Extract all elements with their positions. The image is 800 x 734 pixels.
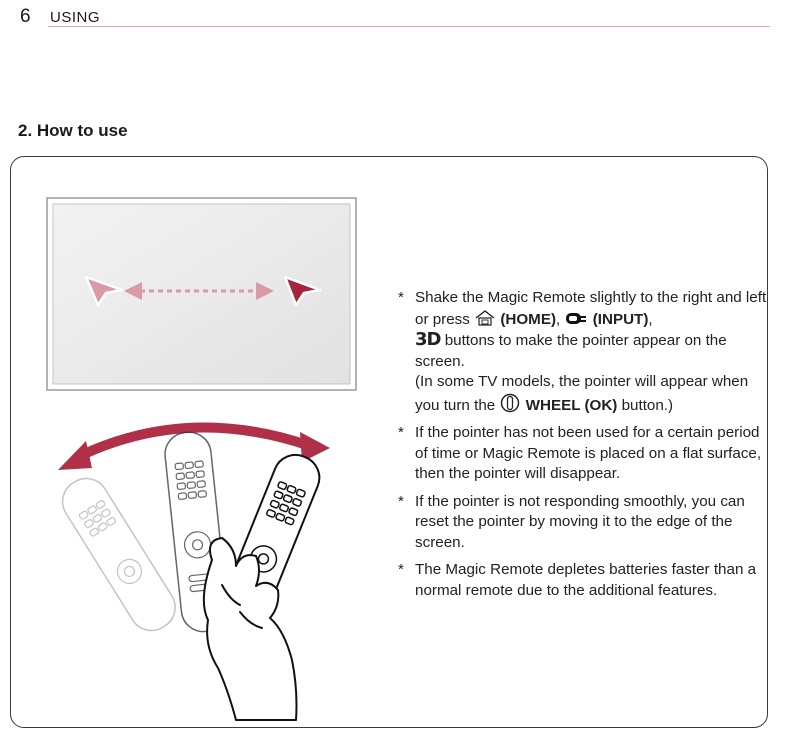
home-icon	[474, 309, 496, 327]
note-pointer-appear	[398, 288, 770, 416]
home-label: (HOME)	[500, 310, 557, 328]
section-name: USING	[50, 9, 101, 26]
note-pointer-disappear	[398, 423, 770, 485]
note-text: buttons to make the pointer appear on the screen.	[415, 332, 727, 370]
wheel-icon	[499, 393, 521, 413]
3d-icon: 3D	[415, 329, 441, 350]
note-separator: ,	[556, 310, 565, 328]
note-separator: ,	[648, 310, 653, 328]
page-number: 6	[20, 6, 31, 27]
input-icon	[564, 309, 588, 327]
note-batteries	[398, 560, 770, 601]
magic-remote-faded-icon	[54, 470, 183, 639]
section-title: 2. How to use	[18, 121, 128, 140]
note-text: If the pointer is not responding smoothly, you can reset the pointer by moving it to the edge of the screen.	[415, 492, 745, 551]
notes-list	[398, 288, 770, 608]
note-pointer-reset	[398, 492, 770, 554]
note-bullet: *	[398, 424, 404, 441]
note-bullet: *	[398, 289, 404, 306]
note-bullet: *	[398, 492, 404, 510]
note-bullet: *	[398, 561, 404, 578]
input-label: (INPUT)	[592, 310, 649, 328]
wheel-label: WHEEL (OK)	[525, 396, 618, 414]
note-text: button.)	[617, 396, 674, 414]
note-text: If the pointer has not been used for a certain period of time or Magic Remote is placed on a flat surface, then the pointer will disappear.	[415, 424, 762, 482]
note-text: The Magic Remote depletes batteries faster than a normal remote due to the additional features.	[415, 561, 757, 599]
note-text: Shake the Magic Remote slightly to the right and left or press	[415, 289, 767, 328]
note-text: (In some TV models, the pointer will appear when you turn the	[415, 373, 749, 414]
